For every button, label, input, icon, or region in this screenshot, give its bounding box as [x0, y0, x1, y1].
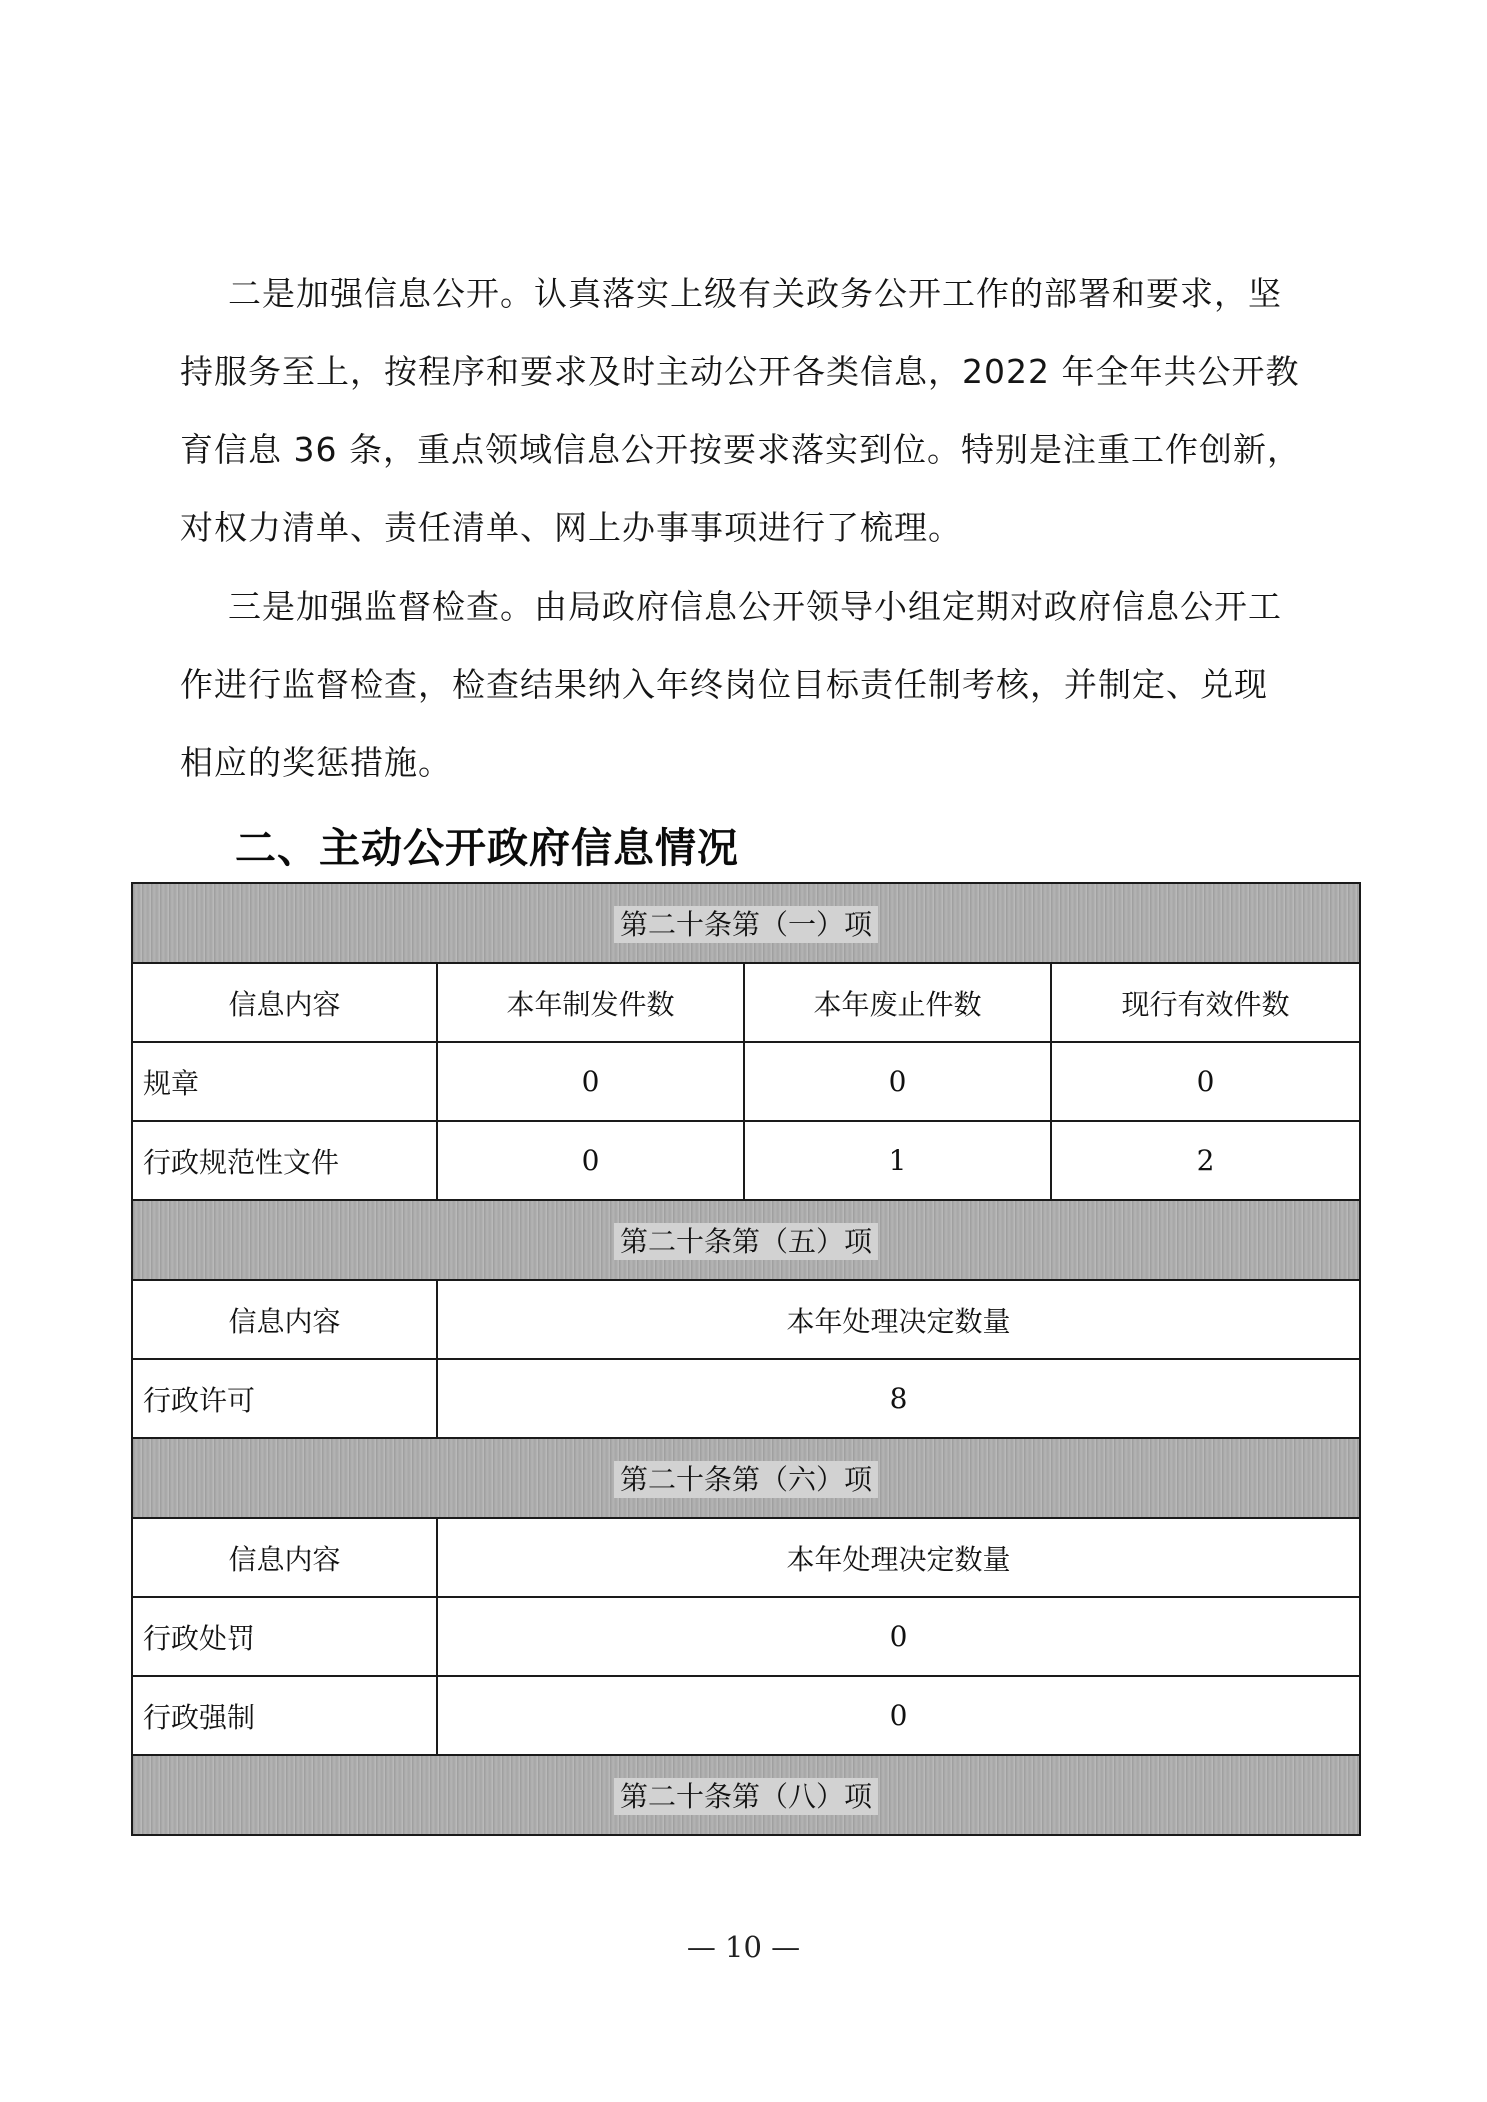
disclosure-table: [131, 882, 1361, 1836]
table-row: [132, 1359, 1360, 1438]
table-cell: 0: [437, 1121, 744, 1200]
section-title-cell: [132, 1438, 1360, 1518]
table-header-row: [132, 963, 1360, 1042]
row-label: 行政规范性文件: [132, 1121, 437, 1200]
text-line: 二是加强信息公开。认真落实上级有关政务公开工作的部署和要求，坚: [228, 274, 1282, 313]
section-title-cell: [132, 1200, 1360, 1280]
paragraph-supervision: [180, 568, 1320, 802]
column-header: 信息内容: [132, 1280, 437, 1359]
section-title: 第二十条第（五）项: [614, 1223, 878, 1260]
table-cell: 0: [437, 1676, 1360, 1755]
column-header: 本年处理决定数量: [437, 1280, 1360, 1359]
text-line: 育信息 36 条，重点领域信息公开按要求落实到位。特别是注重工作创新，: [180, 430, 1301, 469]
table-section-header: [132, 1755, 1360, 1835]
table-header-row: [132, 1518, 1360, 1597]
column-header: 现行有效件数: [1051, 963, 1360, 1042]
section-title: 第二十条第（一）项: [614, 906, 878, 943]
table-section-header: [132, 883, 1360, 963]
table-cell: 8: [437, 1359, 1360, 1438]
row-label: 行政强制: [132, 1676, 437, 1755]
row-label: 规章: [132, 1042, 437, 1121]
text-line: 作进行监督检查，检查结果纳入年终岗位目标责任制考核，并制定、兑现: [180, 665, 1268, 704]
table-row: [132, 1676, 1360, 1755]
text-line: 相应的奖惩措施。: [180, 743, 452, 782]
column-header: 本年制发件数: [437, 963, 744, 1042]
row-label: 行政许可: [132, 1359, 437, 1438]
column-header: 本年处理决定数量: [437, 1518, 1360, 1597]
section-title: 第二十条第（八）项: [614, 1778, 878, 1815]
table-section-header: [132, 1438, 1360, 1518]
page-number: — 10 —: [686, 1930, 801, 1964]
table-cell: 0: [437, 1042, 744, 1121]
table-header-row: [132, 1280, 1360, 1359]
table-cell: 1: [744, 1121, 1051, 1200]
table-row: [132, 1121, 1360, 1200]
column-header: 信息内容: [132, 1518, 437, 1597]
row-label: 行政处罚: [132, 1597, 437, 1676]
text-line: 对权力清单、责任清单、网上办事事项进行了梳理。: [180, 508, 962, 547]
section-heading: 二、主动公开政府信息情况: [235, 824, 739, 872]
table-cell: 0: [437, 1597, 1360, 1676]
section-title-cell: [132, 1755, 1360, 1835]
text-line: 持服务至上，按程序和要求及时主动公开各类信息，2022 年全年共公开教: [180, 352, 1300, 391]
table-row: [132, 1597, 1360, 1676]
table-cell: 0: [744, 1042, 1051, 1121]
paragraph-information-disclosure: [180, 255, 1320, 567]
section-title: 第二十条第（六）项: [614, 1461, 878, 1498]
section-title-cell: [132, 883, 1360, 963]
table-section-header: [132, 1200, 1360, 1280]
table-cell: 0: [1051, 1042, 1360, 1121]
text-line: 三是加强监督检查。由局政府信息公开领导小组定期对政府信息公开工: [228, 587, 1282, 626]
column-header: 本年废止件数: [744, 963, 1051, 1042]
table-row: [132, 1042, 1360, 1121]
table-cell: 2: [1051, 1121, 1360, 1200]
column-header: 信息内容: [132, 963, 437, 1042]
